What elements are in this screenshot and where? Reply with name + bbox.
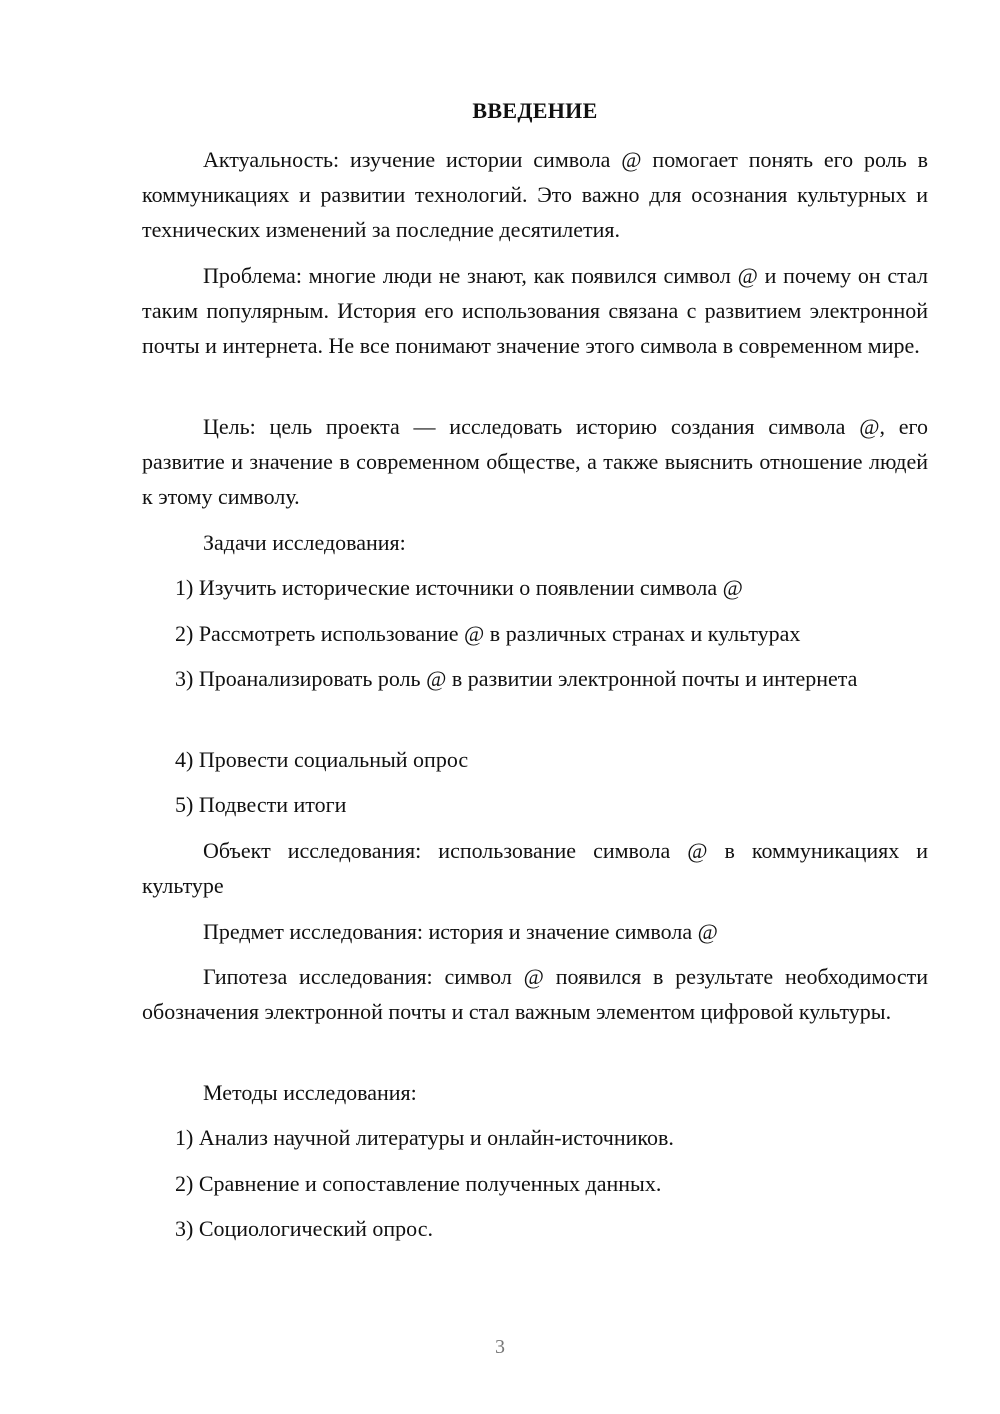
- method-item: 2) Сравнение и сопоставление полученных данных.: [175, 1171, 662, 1196]
- object-paragraph: Объект исследования: использование символа @ в коммуникациях и культуре: [142, 838, 928, 898]
- task-item: 1) Изучить исторические источники о появлении символа @: [175, 575, 743, 600]
- subject-paragraph: Предмет исследования: история и значение символа @: [203, 919, 718, 944]
- task-item: 2) Рассмотреть использование @ в различных странах и культурах: [175, 621, 801, 646]
- hypothesis-paragraph: Гипотеза исследования: символ @ появился в результате необходимости обозначения электронной почты и стал важным элементом цифровой культуры.: [142, 964, 928, 1024]
- method-item: 1) Анализ научной литературы и онлайн-источников.: [175, 1125, 674, 1150]
- methods-heading: Методы исследования:: [203, 1080, 417, 1105]
- tasks-heading: Задачи исследования:: [203, 530, 406, 555]
- section-heading: ВВЕДЕНИЕ: [472, 98, 598, 123]
- goal-paragraph: Цель: цель проекта — исследовать историю создания символа @, его развитие и значение в современном обществе, а также выяснить отношение людей к этому символу.: [142, 414, 928, 509]
- problem-paragraph: Проблема: многие люди не знают, как появился символ @ и почему он стал таким популярным. История его использования связана с развитием электронной почты и интернета. Не все понимают значение этого символа в современном мире.: [142, 263, 928, 358]
- method-item: 3) Социологический опрос.: [175, 1216, 433, 1241]
- relevance-paragraph: Актуальность: изучение истории символа @ помогает понять его роль в коммуникациях и развитии технологий. Это важно для осознания культурных и технических изменений за последние десятилетия.: [142, 147, 928, 242]
- task-item: 5) Подвести итоги: [175, 792, 347, 817]
- task-item: 4) Провести социальный опрос: [175, 747, 469, 772]
- task-item: 3) Проанализировать роль @ в развитии электронной почты и интернета: [175, 666, 858, 691]
- page-number: 3: [495, 1336, 505, 1358]
